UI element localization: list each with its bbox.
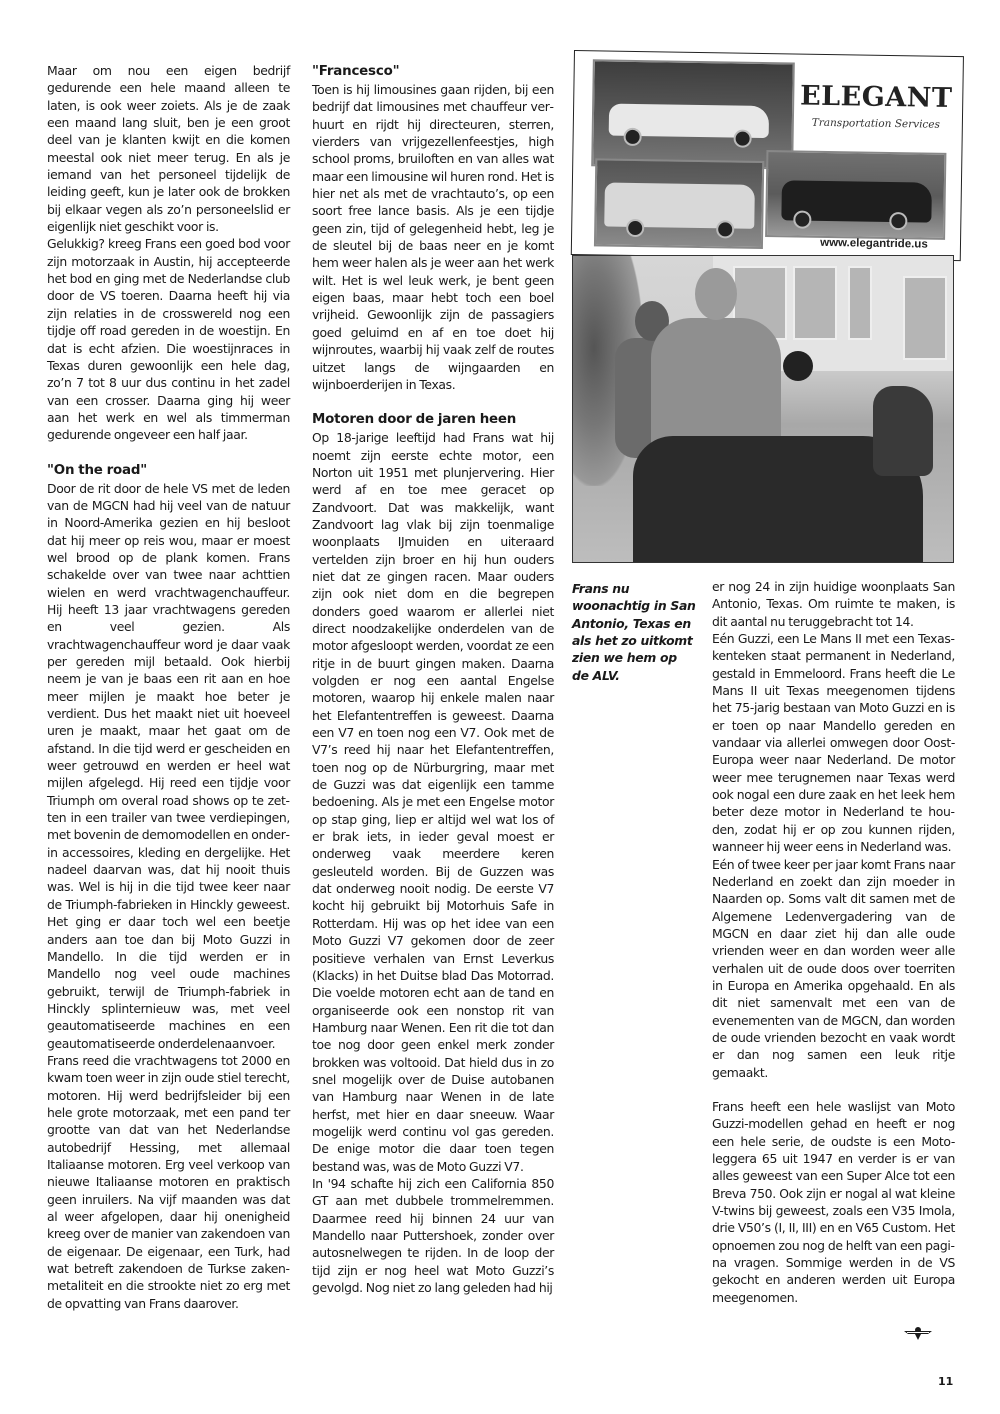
paragraph: Gelukkig? kreeg Frans een goed bod voor zijn motorzaak in Austin, hij accepteerde het bod en ging met de Nederlandse club door de VS toeren. Daarna heeft hij via zijn relaties in de crosswereld nog een tijdje off road gereden in de woestijn. En dat is echt afzien. Die woestijnraces in Texas duren gewoonlijk een hele dag, zo’n 7 tot 8 uur dus continu in het zadel van een crosser. Daarna ging hij weer aan het werk en wel als timmerman gedurende ongeveer een half jaar. (47, 236, 290, 443)
motorcycle-mirror (783, 351, 813, 381)
wheel (624, 128, 642, 146)
window (793, 266, 837, 340)
party-bus-photo (594, 158, 764, 249)
wheel (889, 212, 907, 230)
article-column-2 (312, 62, 554, 1296)
ad-brand-name: ELEGANT (799, 80, 953, 114)
sedan-photo (765, 150, 946, 240)
wing-stripe (907, 1332, 929, 1333)
ad-subtitle: Transportation Services (811, 116, 941, 131)
wheel (733, 130, 751, 148)
motorcycle-windshield (873, 386, 933, 476)
closing-paragraph: Frans heeft een hele waslijst van Moto Guzzi-modellen gehad en heeft er nog een hele serie, de oudste is een Moto-leggera 65 uit 1947 en verder is er van alles geweest van een Super Alce tot een Breva 750. Ook zijn er nogal al wat kleine V-twins bij geweest, zoals een V35 Imola, drie V50’s (I, II, III) en en V65 Custom. Het opnoemen zou nog de helft van een pagina vragen. Sommige werden in de VS gekocht en anderen werden uit Europa meegenomen. (712, 1098, 955, 1305)
section-heading-on-the-road: "On the road" (47, 462, 148, 478)
article-column-1 (47, 62, 290, 1312)
paragraph: Toen is hij limousines gaan rijden, bij een bedrijf dat limousines met chauffeur verhuurt en rijdt hij directeuren, sterren, vierders van vrijgezellenfeestjes, high school proms, bruiloften en van alles wat maar een limousine wil huren rond. Het is hier net als met de vrachtauto’s, op een soort free lance basis. Als je een tijdje geen zin, tijd of gelegenheid hebt, leg je de sleutel bij de baas neer en je komt hem weer halen als je weer aan het werk wilt. Het is wel leuk werk, je bent geen eigen baas, maar hebt toch een boel vrijheid. Gewoonlijk zijn de passagiers goed geluimd en af en toe doet hij wijnroutes, waarbij hij vaak zelf de routes uitzet langs de wijngaarden en wijnboerderijen in Texas. (312, 82, 554, 392)
paragraph: er nog 24 in zijn huidige woonplaats San Antonio, Texas. Om ruimte te maken, is dit aantal nu teruggebracht tot 14. (712, 579, 955, 629)
paragraph: Eén Guzzi, een Le Mans II met een Texaskenteken staat permanent in Nederland, gestald in Emmeloord. Frans heeft die Le Mans II uit Texas meegenomen tijdens het 75-jarig bestaan van Moto Guzzi en is er toen op naar Mandello gereden en vandaar via allerlei omwegen door Oost-Europa weer naar Nederland. De motor weer mee terugnemen naar Texas werd ook nogal een dure zaak en het leek hem beter deze motor in Nederland te houden, zodat hij er op zou kunnen rijden, wanneer hij weer eens in Nederland was. (712, 631, 955, 855)
man-head (695, 268, 737, 320)
frans-motorcycle-photo (572, 255, 954, 563)
paragraph: Maar om nou een eigen bedrijf gedurende een hele maand alleen te laten, is ook weer zoiets. Als je de zaak een maand lang sluit, ben je een groot deel van je klanten kwijt en die komen meestal ook niet meer terug. En als je iemand van het personeel tijdelijk de leiding geeft, kun je later ook de brokken bij elkaar vegen als zo’n personeelslid er eigenlijk niet geschikt voor is. (47, 63, 290, 235)
window (903, 276, 947, 360)
photo-caption: Frans nu woonachtig in San Antonio, Texas en als het zo uitkomt zien we hem op de ALV. (572, 581, 696, 683)
window (848, 266, 872, 340)
moto-guzzi-eagle-icon (903, 1326, 933, 1342)
page-number: 11 (938, 1375, 954, 1388)
paragraph: Door de rit door de hele VS met de leden van de MGCN had hij veel van de natuur in Noord-Amerika gezien en hij besloot dat hij meer op reis wou, maar er moest wel brood op de plank komen. Frans schakelde over van twee naar achttien wielen en werd vrachtwagenchauffeur. Hij heeft 13 jaar vrachtwagens gereden en veel gezien. Als vrachtwagenchauffeur word je daar vaak per gereden mijl betaald. Ook hierbij neem je van je baas een rit aan en hoe meer mijlen je maakt hoe beter je verdient. Dus het maakt niet uit hoeveel uren je maakt, maar het gaat om de afstand. In die tijd werd er gescheiden en weer getrouwd en werden er heel wat mijlen afgelegd. Hij reed een tijdje voor Triumph om overal road shows op te zetten in een trailer van twee verdiepingen, met bovenin de demomodellen en onderin accessoires, kleding en dergelijke. Het nadeel daarvan was, dat hij nooit thuis was. Wel is hij in die tijd twee keer naar de Triumph-fabrieken in Hinckly geweest. Het ging er daar toch wel een beetje anders aan toe dan bij Moto Guzzi in Mandello. In die tijd werden er in Mandello nog veel oude machines gebruikt, terwijl de Triumph-fabriek in Hinckly splinternieuw was, met veel geautomatiseerde machines en een geautomatiseerde onderdelenaanvoer. (47, 480, 290, 1051)
paragraph: Frans reed die vrachtwagens tot 2000 en kwam toen weer in zijn oude stiel terecht, motoren. Hij werd bedrijfsleider bij een hele grote motorzaak, met een pand ter grootte van dat van het Nederlandse autobedrijf Hessing, met allemaal Italiaanse motoren. Erg veel verkoop van nieuwe Italiaanse motoren en praktisch geen inruilers. Na vijf maanden was dat al weer afgelopen, daar hij onenigheid kreeg over de manier van zakendoen van de eigenaar. De eigenaar, een Turk, had wat betreft zakendoen de Turkse zakenmetaliteit en die strookte niet zo erg met de opvatting van Frans daarover. (47, 1052, 290, 1311)
ad-url: www.elegantride.us (820, 236, 928, 251)
section-heading-motoren: Motoren door de jaren heen (312, 412, 517, 428)
paragraph: In '94 schafte hij zich een California 850 GT aan met dubbele trommelremmen. Daarmee reed hij binnen 24 uur van Mandello naar Puttershoek, zonder over autosnelwegen te rijden. In de loop der tijd zijn er nog heel wat Moto Guzzi’s gevolgd. Nog niet zo lang geleden had hij (312, 1175, 554, 1296)
article-column-3 (712, 578, 955, 1306)
wheel (793, 210, 811, 228)
limousine-photo (591, 59, 795, 169)
section-heading-francesco: "Francesco" (312, 64, 400, 79)
wheel (626, 219, 644, 237)
paragraph: Eén of twee keer per jaar komt Frans naar Nederland en zoekt dan zijn moeder in Naarden op. Soms valt dit samen met de Algemene Ledenvergadering van de MGCN en daar ziet hij dan alle oude vrienden weer en dan worden weer alle verhalen uit de oude doos over toerriten in Europa en Amerika opgehaald. En als dit niet samenvalt met een van de evenementen van de MGCN, dan worden de oude vrienden bezocht en vaak wordt er dan nog samen een leuk ritje gemaakt. (712, 856, 955, 1080)
paragraph: Op 18-jarige leeftijd had Frans wat hij noemt zijn eerste echte motor, een Norton uit 1951 met plunjervering. Hier werd af en toe mee geracet op Zandvoort. Dat was makkelijk, want Zandvoort lag vlak bij zijn toenmalige woonplaats IJmuiden en uiteraard vertelden zijn broer en hij hun ouders niet dat ze gingen racen. Maar ouders zijn ook niet dom en die begrepen donders goed waarom er allerlei niet direct noodzakelijke onderdelen van de motor afgesloopt werden, voordat ze een ritje in de buurt gingen maken. Daarna volgden er nog een aantal Engelse motoren, waarop hij enkele malen naar het Elefantentreffen is geweest. Daarna een V7 en toen nog een V7. Ook met de V7’s reed hij naar het Elefantentreffen, toen nog op de Nürburgring, maar met de Guzzi was dat eigenlijk een tamme bedoening. Als je met een Engelse motor op stap ging, liep er altijd wel wat los of er brak iets, in ieder geval moest er onderweg vaak meerdere keren gesleuteld worden. Bij de Guzzen was dat onderweg nooit nodig. De eerste V7 kocht hij gebruikt bij Motorhuis Safe in Rotterdam. Hij was op het idee van een Moto Guzzi V7 gekomen door de zeer positieve verhalen van Ernst Leverkus (Klacks) in het Duitse blad Das Motorrad. Die voelde motoren echt aan de tand en organiseerde ook een nonstop rit van Hamburg naar Wenen. Een rit die tot dan toe nog door geen enkel merk zonder brokken was voltooid. Dat hield dus in zo snel mogelijk over de Duise autobanen van Hamburg naar Wenen in de late herfst, met hier en daar sneeuw. Waar mogelijk werd continu vol gas gereden. De enige motor die daar toen tegen bestand was, was de Moto Guzzi V7. (312, 430, 554, 1174)
wheel (716, 220, 734, 238)
elegant-transportation-ad-image (571, 50, 964, 261)
